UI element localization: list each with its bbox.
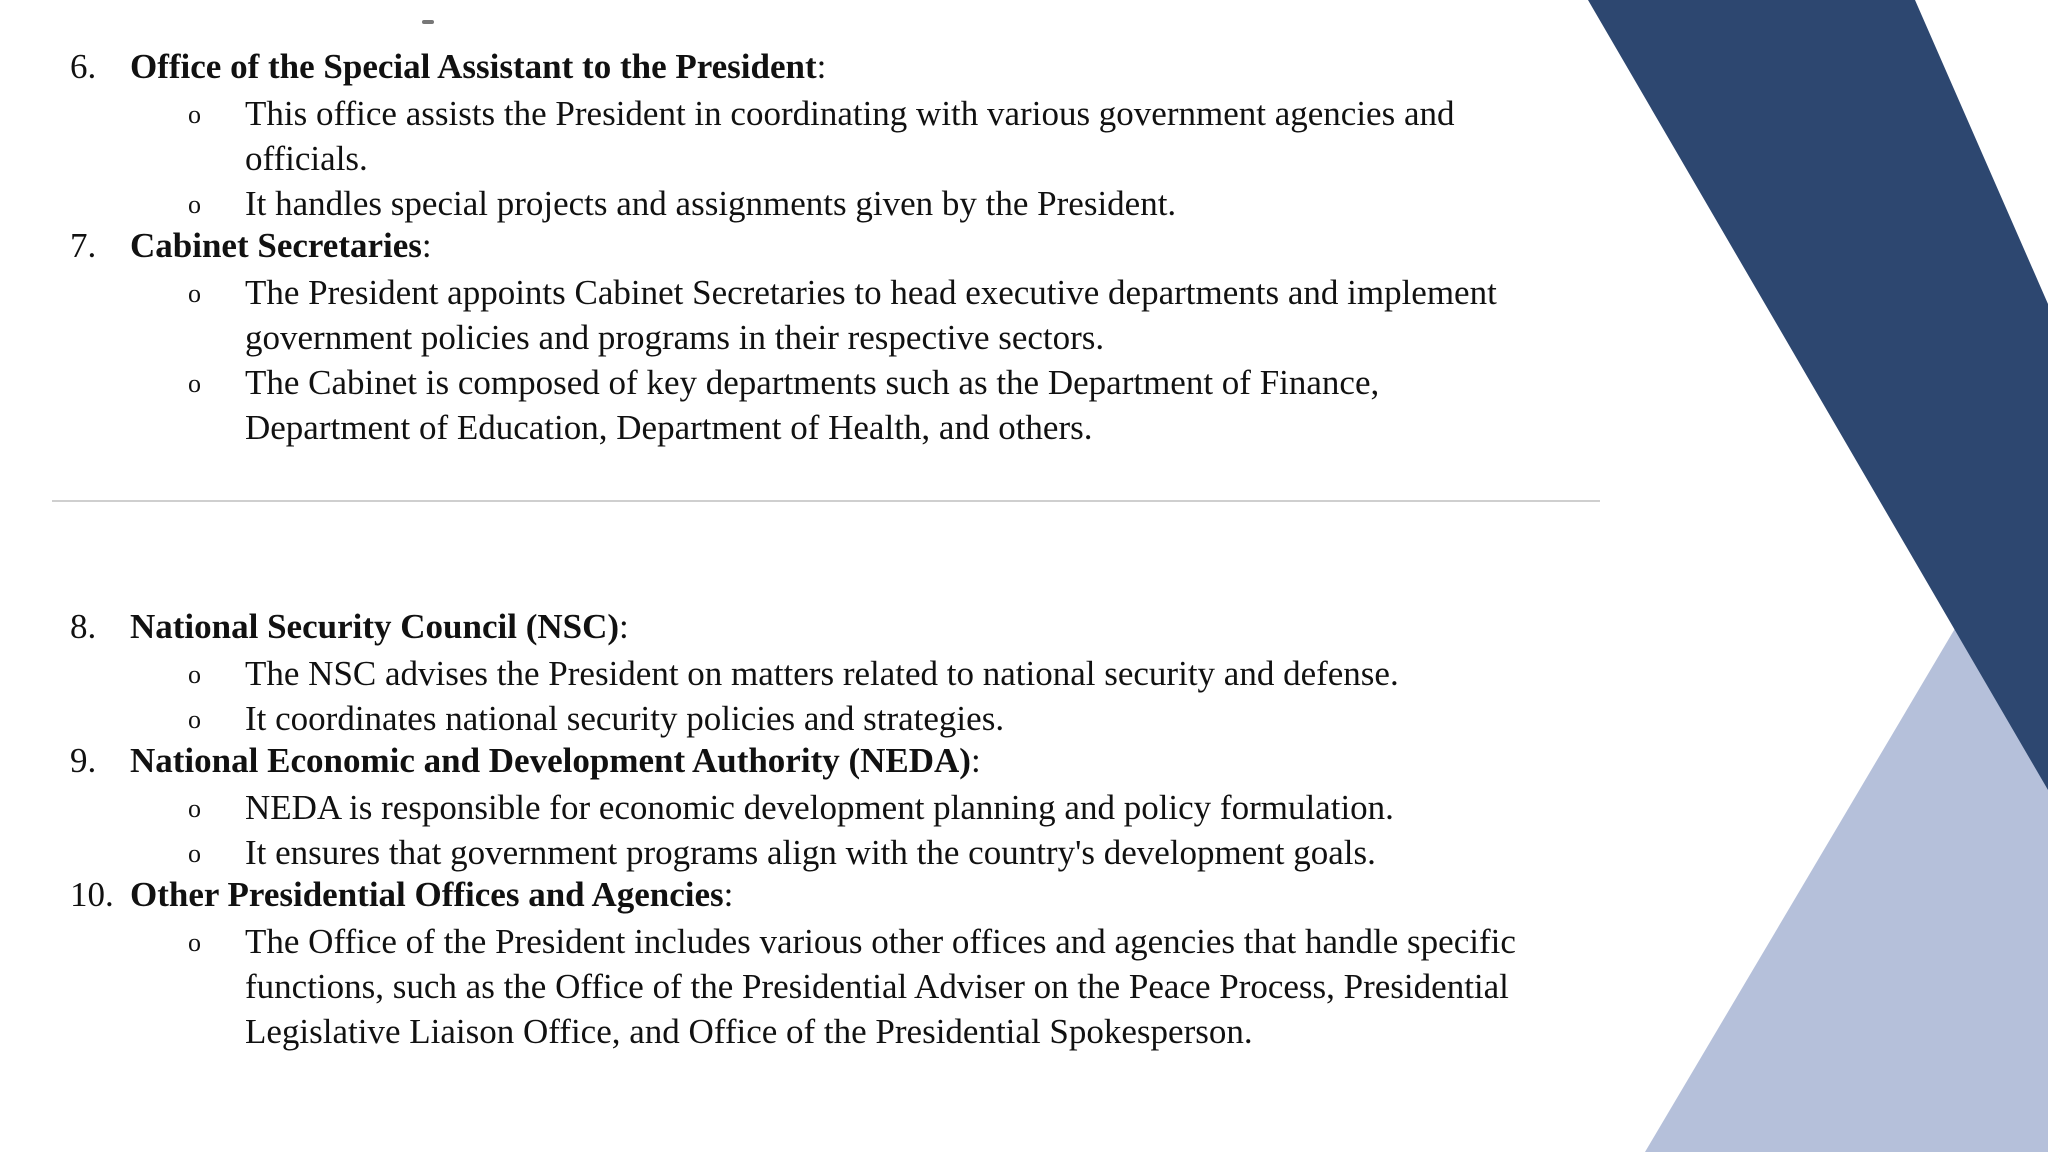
list-item-heading bbox=[0, 226, 1640, 270]
sub-bullet-text: The Office of the President includes various other offices and agencies that handle specific functions, such as the Office of the Presidential Adviser on the Peace Process, Presidential Legislative Liaison Office, and Office of the Presidential Spokesperson. bbox=[245, 922, 1516, 1051]
list-item-number: 8. bbox=[70, 607, 97, 646]
hollow-bullet-icon: o bbox=[188, 100, 201, 129]
list-item-number: 10. bbox=[70, 875, 114, 914]
sub-bullet-text: This office assists the President in coordinating with various government agencies and officials. bbox=[245, 94, 1455, 178]
sub-bullet bbox=[0, 919, 1525, 1054]
hollow-bullet-icon: o bbox=[188, 839, 201, 868]
list-item-title: Cabinet Secretaries: bbox=[130, 226, 432, 265]
sub-bullet bbox=[0, 91, 1525, 181]
list-item-heading bbox=[0, 607, 1640, 651]
list-block-top bbox=[0, 47, 1640, 450]
hollow-bullet-icon: o bbox=[188, 660, 201, 689]
list-item-heading bbox=[0, 741, 1640, 785]
sub-bullet-text: It coordinates national security policies and strategies. bbox=[245, 699, 1005, 738]
list-item-title: Other Presidential Offices and Agencies: bbox=[130, 875, 734, 914]
list-item-heading bbox=[0, 875, 1640, 919]
hollow-bullet-icon: o bbox=[188, 279, 201, 308]
sub-bullet-text: The NSC advises the President on matters related to national security and defense. bbox=[245, 654, 1399, 693]
sub-bullet-text: It handles special projects and assignments given by the President. bbox=[245, 184, 1177, 223]
sub-bullet bbox=[0, 830, 1525, 875]
hollow-bullet-icon: o bbox=[188, 794, 201, 823]
chevron-dark-shape bbox=[1588, 0, 2048, 790]
list-item-number: 7. bbox=[70, 226, 97, 265]
hollow-bullet-icon: o bbox=[188, 369, 201, 398]
sub-bullet-text: The President appoints Cabinet Secretaries to head executive departments and implement government policies and programs in their respective sectors. bbox=[245, 273, 1497, 357]
list-item-title: National Security Council (NSC): bbox=[130, 607, 629, 646]
list-item-title: National Economic and Development Authority (NEDA): bbox=[130, 741, 981, 780]
list-item-number: 6. bbox=[70, 47, 97, 86]
sub-bullet bbox=[0, 785, 1525, 830]
clipped-previous-line-fragment bbox=[422, 20, 434, 24]
sub-bullet bbox=[0, 360, 1525, 450]
list-block-bottom bbox=[0, 607, 1640, 1054]
hollow-bullet-icon: o bbox=[188, 705, 201, 734]
sub-bullet-text: The Cabinet is composed of key departments such as the Department of Finance, Department of Education, Department of Health, and others. bbox=[245, 363, 1380, 447]
sub-bullet bbox=[0, 651, 1525, 696]
sub-bullet bbox=[0, 181, 1525, 226]
sub-bullet-text: NEDA is responsible for economic development planning and policy formulation. bbox=[245, 788, 1394, 827]
list-item-number: 9. bbox=[70, 741, 97, 780]
sub-bullet bbox=[0, 270, 1525, 360]
list-item-heading bbox=[0, 47, 1640, 91]
hollow-bullet-icon: o bbox=[188, 928, 201, 957]
page-break-divider bbox=[52, 500, 1600, 502]
sub-bullet bbox=[0, 696, 1525, 741]
list-item-title: Office of the Special Assistant to the President: bbox=[130, 47, 827, 86]
hollow-bullet-icon: o bbox=[188, 190, 201, 219]
sub-bullet-text: It ensures that government programs align with the country's development goals. bbox=[245, 833, 1376, 872]
